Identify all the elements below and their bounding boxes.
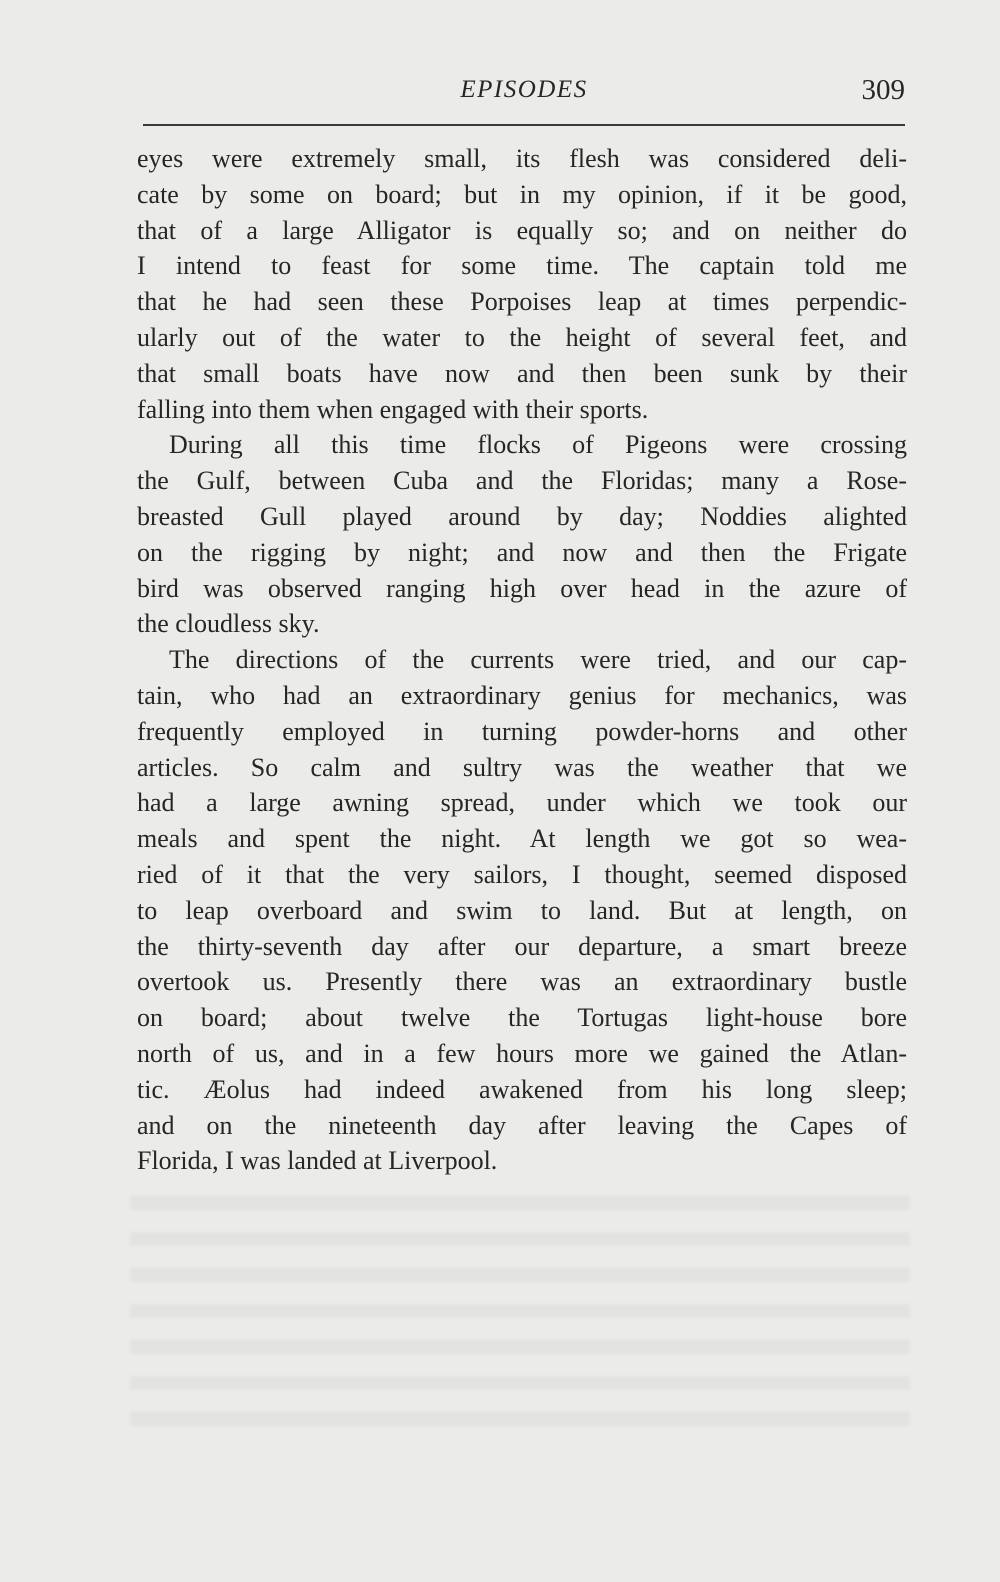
text-line: overtook us. Presently there was an extraordinary bustle: [137, 967, 907, 997]
text-line: tain, who had an extraordinary genius for mechanics, was: [137, 680, 907, 710]
text-line: eyes were extremely small, its flesh was considered deli-: [137, 144, 907, 173]
text-line: ried of it that the very sailors, I thought, seemed disposed: [137, 859, 907, 889]
text-line: ularly out of the water to the height of several feet, and: [137, 322, 907, 352]
text-line: tic. Æolus had indeed awakened from his long sleep;: [137, 1074, 907, 1104]
text-line: articles. So calm and sultry was the weather that we: [137, 752, 907, 782]
text-line: the cloudless sky.: [137, 609, 320, 639]
text-line: cate by some on board; but in my opinion, if it be good,: [137, 179, 907, 209]
text-line: and on the nineteenth day after leaving the Capes of: [137, 1110, 907, 1140]
text-line: the Gulf, between Cuba and the Floridas; many a Rose-: [137, 466, 907, 496]
body-text: [137, 141, 907, 1179]
text-line: had a large awning spread, under which we took our: [137, 788, 907, 818]
page-number: 309: [861, 74, 905, 106]
text-line: bird was observed ranging high over head in the azure of: [137, 573, 907, 603]
paragraph-3: [137, 642, 907, 1179]
text-line: on board; about twelve the Tortugas light-house bore: [137, 1003, 907, 1033]
running-head: [143, 70, 905, 126]
paragraph-2: [137, 427, 907, 642]
text-line: that of a large Alligator is equally so; and on neither do: [137, 215, 907, 245]
text-line: meals and spent the night. At length we got so wea-: [137, 824, 907, 854]
text-line: During all this time flocks of Pigeons were crossing: [169, 430, 907, 460]
text-line: Florida, I was landed at Liverpool.: [137, 1146, 498, 1176]
text-line: that he had seen these Porpoises leap at times perpendic-: [137, 287, 907, 317]
text-line: The directions of the currents were tried, and our cap-: [169, 645, 907, 675]
text-line: falling into them when engaged with their sports.: [137, 394, 649, 424]
text-line: I intend to feast for some time. The captain told me: [137, 251, 907, 281]
running-title: EPISODES: [460, 76, 588, 103]
text-line: on the rigging by night; and now and then the Frigate: [137, 537, 907, 567]
text-line: breasted Gull played around by day; Noddies alighted: [137, 501, 907, 531]
text-line: frequently employed in turning powder-horns and other: [137, 716, 907, 746]
show-through-texture: [130, 1180, 910, 1440]
paragraph-1: [137, 141, 907, 427]
text-line: to leap overboard and swim to land. But at length, on: [137, 895, 907, 925]
text-line: the thirty-seventh day after our departure, a smart breeze: [137, 931, 907, 961]
text-line: north of us, and in a few hours more we gained the Atlan-: [137, 1038, 907, 1068]
text-line: that small boats have now and then been sunk by their: [137, 358, 907, 388]
